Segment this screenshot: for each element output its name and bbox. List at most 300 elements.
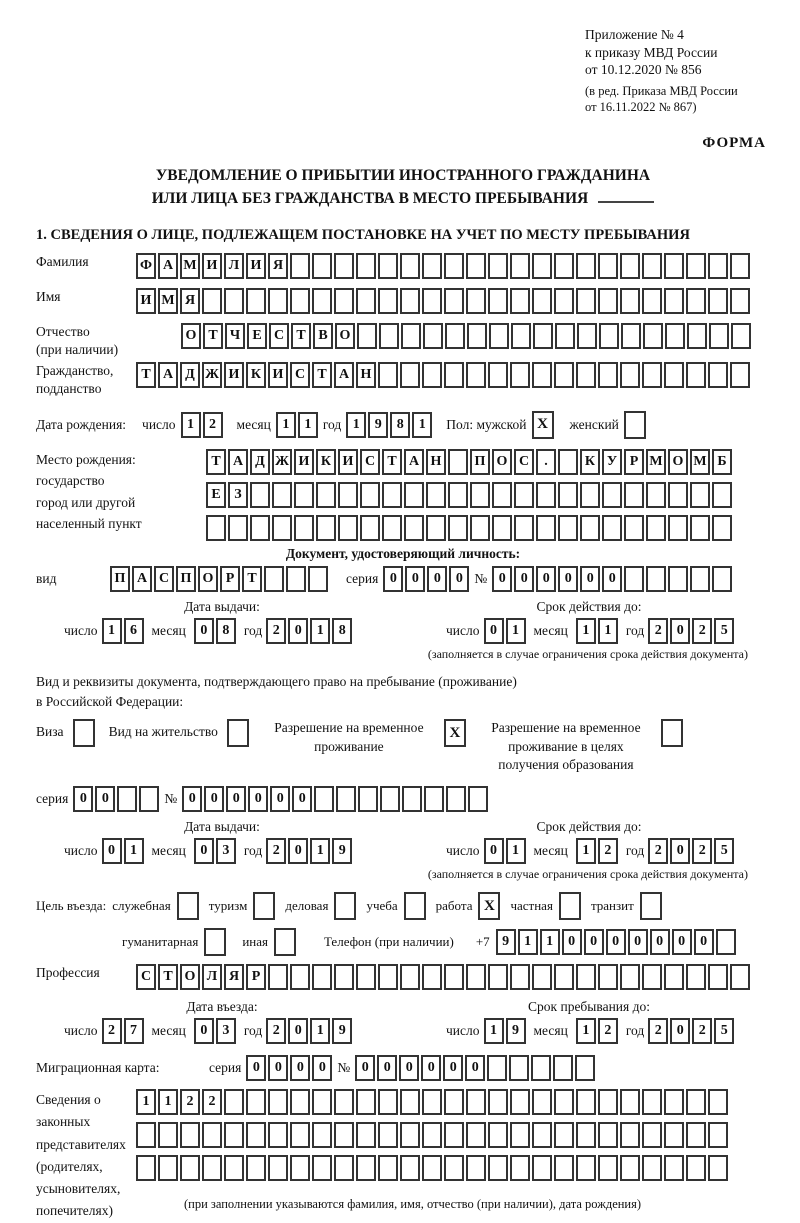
char-cell[interactable]: [382, 515, 402, 541]
char-cell[interactable]: [598, 362, 618, 388]
char-cell[interactable]: И: [202, 253, 222, 279]
char-cell[interactable]: [378, 964, 398, 990]
char-cell[interactable]: [510, 1122, 530, 1148]
char-cell[interactable]: С: [290, 362, 310, 388]
char-cell[interactable]: 2: [598, 1018, 618, 1044]
char-cell[interactable]: Я: [268, 253, 288, 279]
char-cell[interactable]: 2: [203, 412, 223, 438]
char-cell[interactable]: [402, 786, 422, 812]
char-cell[interactable]: [554, 964, 574, 990]
char-cell[interactable]: Ф: [136, 253, 156, 279]
char-cell[interactable]: [290, 1122, 310, 1148]
char-cell[interactable]: Н: [356, 362, 376, 388]
char-cell[interactable]: [466, 1089, 486, 1115]
char-cell[interactable]: [378, 253, 398, 279]
char-cell[interactable]: [690, 515, 710, 541]
char-cell[interactable]: [708, 253, 728, 279]
char-cell[interactable]: [576, 362, 596, 388]
char-cell[interactable]: [356, 253, 376, 279]
char-cell[interactable]: Е: [206, 482, 226, 508]
char-cell[interactable]: [246, 1122, 266, 1148]
char-cell[interactable]: [514, 515, 534, 541]
char-cell[interactable]: 0: [670, 1018, 690, 1044]
char-cell[interactable]: 6: [124, 618, 144, 644]
char-cell[interactable]: 1: [540, 929, 560, 955]
char-cell[interactable]: [139, 786, 159, 812]
visa-checkbox[interactable]: [73, 719, 95, 747]
char-cell[interactable]: [642, 1089, 662, 1115]
char-cell[interactable]: 8: [332, 618, 352, 644]
char-cell[interactable]: 0: [421, 1055, 441, 1081]
char-cell[interactable]: Я: [180, 288, 200, 314]
char-cell[interactable]: [575, 1055, 595, 1081]
char-cell[interactable]: [576, 253, 596, 279]
char-cell[interactable]: 3: [216, 1018, 236, 1044]
char-cell[interactable]: [532, 288, 552, 314]
char-cell[interactable]: [290, 288, 310, 314]
char-cell[interactable]: 0: [405, 566, 425, 592]
char-cell[interactable]: 0: [194, 618, 214, 644]
char-cell[interactable]: 9: [332, 1018, 352, 1044]
char-cell[interactable]: С: [360, 449, 380, 475]
char-cell[interactable]: 2: [648, 838, 668, 864]
purpose-tourism-checkbox[interactable]: [253, 892, 275, 920]
purpose-private-checkbox[interactable]: [559, 892, 581, 920]
char-cell[interactable]: [448, 449, 468, 475]
char-cell[interactable]: 1: [518, 929, 538, 955]
char-cell[interactable]: Ч: [225, 323, 245, 349]
char-cell[interactable]: [400, 1089, 420, 1115]
char-cell[interactable]: З: [228, 482, 248, 508]
char-cell[interactable]: Е: [247, 323, 267, 349]
purpose-work-checkbox[interactable]: X: [478, 892, 500, 920]
char-cell[interactable]: [268, 1155, 288, 1181]
char-cell[interactable]: М: [690, 449, 710, 475]
char-cell[interactable]: И: [268, 362, 288, 388]
char-cell[interactable]: [598, 1122, 618, 1148]
char-cell[interactable]: [642, 1155, 662, 1181]
char-cell[interactable]: 9: [332, 838, 352, 864]
char-cell[interactable]: [624, 482, 644, 508]
char-cell[interactable]: [646, 566, 666, 592]
purpose-humanitarian-checkbox[interactable]: [204, 928, 226, 956]
char-cell[interactable]: [312, 1155, 332, 1181]
char-cell[interactable]: [646, 515, 666, 541]
char-cell[interactable]: [532, 253, 552, 279]
char-cell[interactable]: П: [470, 449, 490, 475]
char-cell[interactable]: [158, 1155, 178, 1181]
char-cell[interactable]: О: [335, 323, 355, 349]
char-cell[interactable]: [511, 323, 531, 349]
char-cell[interactable]: [664, 964, 684, 990]
char-cell[interactable]: И: [246, 253, 266, 279]
char-cell[interactable]: [380, 786, 400, 812]
char-cell[interactable]: [708, 1089, 728, 1115]
char-cell[interactable]: [424, 786, 444, 812]
char-cell[interactable]: [686, 362, 706, 388]
char-cell[interactable]: 0: [449, 566, 469, 592]
char-cell[interactable]: [558, 482, 578, 508]
char-cell[interactable]: 0: [377, 1055, 397, 1081]
char-cell[interactable]: [599, 323, 619, 349]
char-cell[interactable]: 1: [576, 1018, 596, 1044]
char-cell[interactable]: [510, 964, 530, 990]
char-cell[interactable]: [206, 515, 226, 541]
char-cell[interactable]: 1: [298, 412, 318, 438]
char-cell[interactable]: 0: [182, 786, 202, 812]
char-cell[interactable]: М: [646, 449, 666, 475]
char-cell[interactable]: [117, 786, 137, 812]
purpose-official-checkbox[interactable]: [177, 892, 199, 920]
char-cell[interactable]: [312, 1089, 332, 1115]
char-cell[interactable]: [312, 288, 332, 314]
char-cell[interactable]: [554, 362, 574, 388]
char-cell[interactable]: [690, 482, 710, 508]
char-cell[interactable]: [576, 964, 596, 990]
char-cell[interactable]: [422, 288, 442, 314]
char-cell[interactable]: [224, 1089, 244, 1115]
char-cell[interactable]: [400, 253, 420, 279]
char-cell[interactable]: [576, 1089, 596, 1115]
char-cell[interactable]: [400, 288, 420, 314]
char-cell[interactable]: [448, 515, 468, 541]
gender-female-checkbox[interactable]: [624, 411, 646, 439]
char-cell[interactable]: [470, 482, 490, 508]
char-cell[interactable]: [336, 786, 356, 812]
char-cell[interactable]: О: [180, 964, 200, 990]
char-cell[interactable]: 1: [310, 1018, 330, 1044]
char-cell[interactable]: Р: [624, 449, 644, 475]
char-cell[interactable]: [444, 964, 464, 990]
char-cell[interactable]: [356, 1122, 376, 1148]
char-cell[interactable]: 1: [346, 412, 366, 438]
char-cell[interactable]: С: [136, 964, 156, 990]
char-cell[interactable]: 0: [427, 566, 447, 592]
char-cell[interactable]: [444, 362, 464, 388]
char-cell[interactable]: [580, 482, 600, 508]
char-cell[interactable]: К: [580, 449, 600, 475]
char-cell[interactable]: [642, 253, 662, 279]
char-cell[interactable]: Д: [180, 362, 200, 388]
char-cell[interactable]: [466, 1122, 486, 1148]
char-cell[interactable]: 0: [248, 786, 268, 812]
char-cell[interactable]: 0: [650, 929, 670, 955]
char-cell[interactable]: [709, 323, 729, 349]
char-cell[interactable]: [426, 515, 446, 541]
char-cell[interactable]: [712, 566, 732, 592]
char-cell[interactable]: [708, 288, 728, 314]
purpose-study-checkbox[interactable]: [404, 892, 426, 920]
char-cell[interactable]: [360, 515, 380, 541]
char-cell[interactable]: [224, 288, 244, 314]
char-cell[interactable]: 0: [383, 566, 403, 592]
char-cell[interactable]: [400, 1155, 420, 1181]
char-cell[interactable]: 9: [368, 412, 388, 438]
char-cell[interactable]: 1: [506, 618, 526, 644]
char-cell[interactable]: [730, 964, 750, 990]
char-cell[interactable]: [334, 288, 354, 314]
char-cell[interactable]: [400, 964, 420, 990]
char-cell[interactable]: Р: [220, 566, 240, 592]
char-cell[interactable]: И: [136, 288, 156, 314]
char-cell[interactable]: 2: [202, 1089, 222, 1115]
char-cell[interactable]: [466, 253, 486, 279]
char-cell[interactable]: Ж: [272, 449, 292, 475]
char-cell[interactable]: 0: [670, 838, 690, 864]
char-cell[interactable]: [686, 1122, 706, 1148]
char-cell[interactable]: 2: [180, 1089, 200, 1115]
char-cell[interactable]: [312, 1122, 332, 1148]
char-cell[interactable]: 0: [484, 618, 504, 644]
char-cell[interactable]: 0: [288, 618, 308, 644]
char-cell[interactable]: [268, 964, 288, 990]
char-cell[interactable]: 0: [288, 838, 308, 864]
char-cell[interactable]: [422, 1122, 442, 1148]
char-cell[interactable]: [510, 253, 530, 279]
char-cell[interactable]: [136, 1155, 156, 1181]
char-cell[interactable]: [624, 515, 644, 541]
char-cell[interactable]: [444, 1155, 464, 1181]
char-cell[interactable]: И: [294, 449, 314, 475]
char-cell[interactable]: [224, 1122, 244, 1148]
char-cell[interactable]: 0: [484, 838, 504, 864]
char-cell[interactable]: [334, 1089, 354, 1115]
char-cell[interactable]: [422, 253, 442, 279]
char-cell[interactable]: Т: [206, 449, 226, 475]
char-cell[interactable]: [598, 1155, 618, 1181]
char-cell[interactable]: [487, 1055, 507, 1081]
char-cell[interactable]: .: [536, 449, 556, 475]
char-cell[interactable]: [576, 288, 596, 314]
char-cell[interactable]: [250, 515, 270, 541]
char-cell[interactable]: [668, 515, 688, 541]
char-cell[interactable]: [621, 323, 641, 349]
char-cell[interactable]: [294, 515, 314, 541]
char-cell[interactable]: [532, 964, 552, 990]
char-cell[interactable]: [686, 1089, 706, 1115]
char-cell[interactable]: [668, 566, 688, 592]
char-cell[interactable]: [444, 1089, 464, 1115]
char-cell[interactable]: [730, 362, 750, 388]
char-cell[interactable]: Л: [224, 253, 244, 279]
char-cell[interactable]: [646, 482, 666, 508]
char-cell[interactable]: 1: [484, 1018, 504, 1044]
char-cell[interactable]: 1: [412, 412, 432, 438]
char-cell[interactable]: 0: [465, 1055, 485, 1081]
char-cell[interactable]: [356, 288, 376, 314]
char-cell[interactable]: [731, 323, 751, 349]
char-cell[interactable]: 0: [580, 566, 600, 592]
char-cell[interactable]: 0: [194, 838, 214, 864]
char-cell[interactable]: [532, 362, 552, 388]
char-cell[interactable]: 5: [714, 618, 734, 644]
char-cell[interactable]: [730, 288, 750, 314]
char-cell[interactable]: [554, 288, 574, 314]
char-cell[interactable]: [360, 482, 380, 508]
char-cell[interactable]: [246, 288, 266, 314]
char-cell[interactable]: [290, 1155, 310, 1181]
char-cell[interactable]: [246, 1155, 266, 1181]
char-cell[interactable]: [467, 323, 487, 349]
char-cell[interactable]: [378, 1155, 398, 1181]
char-cell[interactable]: [312, 253, 332, 279]
char-cell[interactable]: [580, 515, 600, 541]
char-cell[interactable]: 1: [276, 412, 296, 438]
temp-residence-education-checkbox[interactable]: [661, 719, 683, 747]
char-cell[interactable]: 2: [648, 618, 668, 644]
char-cell[interactable]: [378, 1089, 398, 1115]
char-cell[interactable]: [531, 1055, 551, 1081]
char-cell[interactable]: [668, 482, 688, 508]
char-cell[interactable]: 0: [194, 1018, 214, 1044]
char-cell[interactable]: [510, 288, 530, 314]
char-cell[interactable]: Ж: [202, 362, 222, 388]
char-cell[interactable]: [272, 515, 292, 541]
residence-permit-checkbox[interactable]: [227, 719, 249, 747]
char-cell[interactable]: [268, 1089, 288, 1115]
char-cell[interactable]: [180, 1155, 200, 1181]
char-cell[interactable]: 1: [158, 1089, 178, 1115]
char-cell[interactable]: [510, 1089, 530, 1115]
char-cell[interactable]: Т: [203, 323, 223, 349]
char-cell[interactable]: А: [132, 566, 152, 592]
char-cell[interactable]: [272, 482, 292, 508]
char-cell[interactable]: [620, 1155, 640, 1181]
char-cell[interactable]: [334, 964, 354, 990]
char-cell[interactable]: 0: [290, 1055, 310, 1081]
char-cell[interactable]: [445, 323, 465, 349]
char-cell[interactable]: 0: [270, 786, 290, 812]
char-cell[interactable]: У: [602, 449, 622, 475]
char-cell[interactable]: [686, 253, 706, 279]
char-cell[interactable]: [686, 288, 706, 314]
char-cell[interactable]: [576, 1122, 596, 1148]
gender-male-checkbox[interactable]: X: [532, 411, 554, 439]
char-cell[interactable]: Я: [224, 964, 244, 990]
char-cell[interactable]: [598, 253, 618, 279]
char-cell[interactable]: [202, 288, 222, 314]
char-cell[interactable]: 0: [102, 838, 122, 864]
char-cell[interactable]: [664, 362, 684, 388]
char-cell[interactable]: 2: [266, 838, 286, 864]
char-cell[interactable]: С: [514, 449, 534, 475]
char-cell[interactable]: [708, 964, 728, 990]
char-cell[interactable]: 0: [355, 1055, 375, 1081]
char-cell[interactable]: А: [158, 362, 178, 388]
char-cell[interactable]: [246, 1089, 266, 1115]
char-cell[interactable]: [488, 288, 508, 314]
char-cell[interactable]: Б: [712, 449, 732, 475]
char-cell[interactable]: 2: [648, 1018, 668, 1044]
char-cell[interactable]: Т: [291, 323, 311, 349]
char-cell[interactable]: [643, 323, 663, 349]
char-cell[interactable]: [444, 253, 464, 279]
char-cell[interactable]: 3: [216, 838, 236, 864]
char-cell[interactable]: [488, 362, 508, 388]
char-cell[interactable]: [492, 482, 512, 508]
char-cell[interactable]: Р: [246, 964, 266, 990]
char-cell[interactable]: [555, 323, 575, 349]
temp-residence-checkbox[interactable]: X: [444, 719, 466, 747]
char-cell[interactable]: [286, 566, 306, 592]
char-cell[interactable]: Н: [426, 449, 446, 475]
char-cell[interactable]: [382, 482, 402, 508]
char-cell[interactable]: [250, 482, 270, 508]
char-cell[interactable]: В: [313, 323, 333, 349]
char-cell[interactable]: [492, 515, 512, 541]
char-cell[interactable]: [620, 362, 640, 388]
char-cell[interactable]: [290, 1089, 310, 1115]
char-cell[interactable]: [509, 1055, 529, 1081]
char-cell[interactable]: [687, 323, 707, 349]
char-cell[interactable]: [448, 482, 468, 508]
char-cell[interactable]: 1: [136, 1089, 156, 1115]
char-cell[interactable]: [202, 1122, 222, 1148]
char-cell[interactable]: [489, 323, 509, 349]
purpose-transit-checkbox[interactable]: [640, 892, 662, 920]
char-cell[interactable]: 1: [598, 618, 618, 644]
char-cell[interactable]: [444, 288, 464, 314]
char-cell[interactable]: [338, 482, 358, 508]
char-cell[interactable]: 0: [492, 566, 512, 592]
char-cell[interactable]: [378, 288, 398, 314]
char-cell[interactable]: 2: [266, 618, 286, 644]
char-cell[interactable]: [642, 1122, 662, 1148]
char-cell[interactable]: [316, 515, 336, 541]
char-cell[interactable]: [264, 566, 284, 592]
char-cell[interactable]: [664, 1122, 684, 1148]
char-cell[interactable]: [554, 1089, 574, 1115]
purpose-other-checkbox[interactable]: [274, 928, 296, 956]
char-cell[interactable]: [532, 1089, 552, 1115]
char-cell[interactable]: [642, 964, 662, 990]
char-cell[interactable]: [268, 288, 288, 314]
char-cell[interactable]: [558, 449, 578, 475]
char-cell[interactable]: [422, 1089, 442, 1115]
char-cell[interactable]: [554, 1155, 574, 1181]
char-cell[interactable]: С: [154, 566, 174, 592]
char-cell[interactable]: 0: [204, 786, 224, 812]
char-cell[interactable]: [730, 253, 750, 279]
char-cell[interactable]: 0: [628, 929, 648, 955]
char-cell[interactable]: 8: [390, 412, 410, 438]
char-cell[interactable]: 1: [124, 838, 144, 864]
char-cell[interactable]: [268, 1122, 288, 1148]
char-cell[interactable]: А: [334, 362, 354, 388]
char-cell[interactable]: [708, 1122, 728, 1148]
char-cell[interactable]: [400, 362, 420, 388]
char-cell[interactable]: [716, 929, 736, 955]
char-cell[interactable]: [510, 362, 530, 388]
char-cell[interactable]: [466, 964, 486, 990]
char-cell[interactable]: [308, 566, 328, 592]
char-cell[interactable]: 0: [288, 1018, 308, 1044]
char-cell[interactable]: 1: [102, 618, 122, 644]
char-cell[interactable]: 0: [606, 929, 626, 955]
char-cell[interactable]: [228, 515, 248, 541]
char-cell[interactable]: [620, 253, 640, 279]
char-cell[interactable]: [642, 362, 662, 388]
char-cell[interactable]: [334, 1122, 354, 1148]
char-cell[interactable]: [533, 323, 553, 349]
char-cell[interactable]: О: [492, 449, 512, 475]
char-cell[interactable]: [334, 253, 354, 279]
char-cell[interactable]: [423, 323, 443, 349]
char-cell[interactable]: 1: [576, 838, 596, 864]
char-cell[interactable]: 2: [692, 618, 712, 644]
char-cell[interactable]: [620, 1089, 640, 1115]
char-cell[interactable]: [488, 1089, 508, 1115]
